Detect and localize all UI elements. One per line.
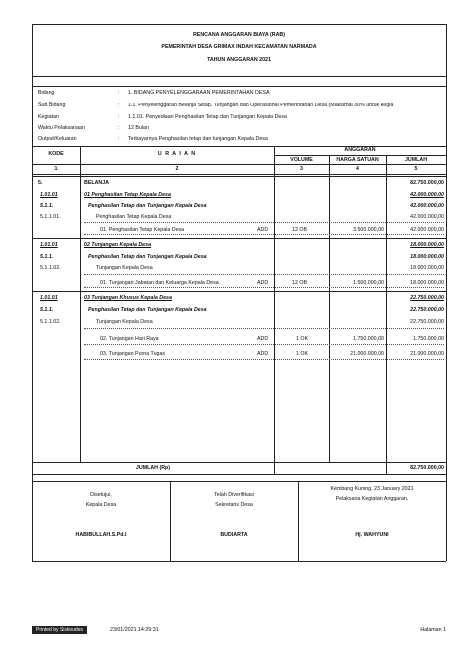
verifier-name: BUDIARTA (220, 532, 248, 538)
signature-top-line (32, 481, 446, 482)
col-header-jumlah: JUMLAH (404, 157, 428, 163)
jumlah-value: 18.000.000,00 (410, 254, 444, 260)
info-value-output: Terbayarnya Penghasilan tetap dan tunjangan Kepala Desa (128, 136, 268, 142)
approved-label: Disetujui, (90, 492, 112, 498)
source-tag: ADD (257, 280, 269, 286)
anggaran-line (274, 155, 446, 156)
dotted-rule (84, 287, 444, 288)
info-value-kegiatan: 1.1.01. Penyediaan Penghasilan Tetap dan Tunjangan Kepala Desa (128, 114, 287, 120)
jumlah-value: 21.000.000,00 (410, 351, 444, 357)
info-sep: : (118, 125, 120, 131)
group2-separator (32, 291, 446, 292)
header-bottom-line (32, 76, 446, 77)
info-label-bidang: Bidang (38, 90, 55, 96)
info-label-subbidang: Sub Bidang (38, 102, 66, 108)
total-label: JUMLAH (Rp) (135, 465, 171, 471)
belanja-jumlah: 82.750.000,00 (410, 180, 444, 186)
volume-value: 1 OK (296, 336, 309, 342)
info-sep: : (118, 136, 120, 142)
harga-value: 1.750.000,00 (353, 336, 384, 342)
col-header-anggaran: ANGGARAN (344, 147, 376, 153)
jumlah-value: 18.000.000,00 (410, 242, 444, 248)
group-title: 01 Penghasilan Tetap Kepala Desa (84, 192, 171, 198)
belanja-kode: 5. (38, 180, 43, 186)
volume-value: 1 OK (296, 351, 309, 357)
jumlah-value: 22.750.000,00 (410, 307, 444, 313)
col-uraian-divider (274, 146, 275, 474)
group-title: 03 Tunjangan Khusus Kepala Desa (84, 295, 172, 301)
group-title: 02 Tunjangan Kepala Desa (84, 242, 152, 248)
table-total-top (32, 462, 446, 463)
group-item: Penghasilan Tetap Kepala Desa (96, 214, 172, 220)
kode: 1.01.01 (40, 242, 58, 248)
verifier-role: Sekretaris Desa (215, 502, 253, 508)
info-label-kegiatan: Kegiatan (38, 114, 59, 120)
group-detail: 01. Penghasilan Tetap Kepala Desa (100, 227, 185, 233)
signature-divider-2 (298, 481, 299, 561)
frame-left (32, 24, 33, 504)
verified-label: Telah Diverifikasi (214, 492, 254, 498)
dotted-rule (84, 274, 444, 275)
kode: 1.01.01 (40, 295, 58, 301)
approver-name: HABIBULLAH.S.Pd.I (75, 532, 127, 538)
belanja-label: BELANJA (84, 180, 110, 186)
volume-value: 12 OB (292, 227, 308, 233)
source-tag: ADD (257, 351, 269, 357)
info-sep: : (118, 90, 120, 96)
approver-role: Kepala Desa (85, 502, 117, 508)
col-header-volume: VOLUME (290, 157, 313, 163)
executor-name: Hj. WAHYUNI (355, 532, 389, 538)
info-value-bidang: 1. BIDANG PENYELENGGARAAN PEMERINTAHAN DESA (128, 90, 270, 96)
jumlah-value: 42.000.000,00 (410, 203, 444, 209)
col-header-harga: HARGA SATUAN (336, 157, 379, 163)
info-sep: : (118, 102, 120, 108)
col-number-1: 1 (54, 166, 58, 172)
jumlah-value: 1.750.000,00 (413, 336, 444, 342)
info-label-waktu: Waktu Pelaksanaan (38, 125, 85, 131)
harga-value: 3.500.000,00 (353, 227, 384, 233)
executor-role: Pelaksana Kegiatan Anggaran, (335, 496, 409, 502)
group-sub: Penghasilan Tetap dan Tunjangan Kepala Desa (88, 254, 207, 260)
group-item: Tunjangan Kepala Desa (96, 319, 153, 325)
jumlah-value: 18.000.000,00 (410, 280, 444, 286)
col-kode-divider (80, 146, 81, 462)
kode: 5.1.1. (40, 307, 54, 313)
total-value: 82.750.000,00 (410, 465, 444, 471)
info-sep: : (118, 114, 120, 120)
source-tag: ADD (257, 336, 269, 342)
kode: 5.1.1.02. (40, 319, 61, 325)
group-detail: 01. Tunjangan Jabatan dan Keluarga Kepala Desa (100, 280, 219, 286)
source-tag: ADD (257, 227, 269, 233)
info-label-output: Output/Keluaran (38, 136, 77, 142)
kode: 5.1.1.02. (40, 265, 61, 271)
group-sub: Penghasilan Tetap dan Tunjangan Kepala Desa (88, 307, 207, 313)
print-timestamp: 23/01/2021 14:29:31 (110, 627, 159, 633)
group-detail: 02. Tunjangan Hari Raya (100, 336, 159, 342)
info-top-line (32, 86, 446, 87)
col-header-uraian: U R A I A N (157, 151, 197, 157)
dotted-rule (84, 222, 444, 223)
numbers-bottom-line (32, 176, 446, 177)
col-number-4: 4 (356, 166, 359, 172)
place-date: Kembang Kuning, 23 January 2021 (330, 486, 414, 492)
kode: 5.1.1.01. (40, 214, 61, 220)
jumlah-value: 22.750.000,00 (410, 295, 444, 301)
harga-value: 21.000.000,00 (350, 351, 384, 357)
table-total-bottom (32, 474, 446, 475)
frame-top (32, 24, 446, 25)
dotted-rule (84, 359, 444, 360)
signature-bottom-line (32, 561, 446, 562)
kode: 5.1.1. (40, 203, 54, 209)
info-value-waktu: 12 Bulan (128, 125, 149, 131)
fiscal-year: TAHUN ANGGARAN 2021 (207, 57, 271, 63)
group1-separator (32, 238, 446, 239)
col-volume-divider (329, 155, 330, 462)
col-number-3: 3 (300, 166, 303, 172)
dotted-rule (84, 344, 444, 345)
col-header-kode: KODE (48, 151, 64, 157)
document-title: RENCANA ANGGARAN BIAYA (RAB) (192, 32, 285, 38)
dotted-rule (84, 328, 444, 329)
table-top-line (32, 146, 446, 147)
numbers-line (32, 174, 446, 175)
kode: 5.1.1. (40, 254, 54, 260)
jumlah-value: 42.000.000,00 (410, 192, 444, 198)
signature-right-frame (446, 481, 447, 561)
col-number-5: 5 (414, 166, 418, 172)
group-sub: Penghasilan Tetap dan Tunjangan Kepala Desa (88, 203, 207, 209)
document-subtitle: PEMERINTAH DESA GRIMAX INDAH KECAMATAN NARMADA (161, 44, 317, 50)
volume-value: 12 OB (292, 280, 308, 286)
kode: 1.01.01 (40, 192, 58, 198)
page-number: Halaman 1 (420, 627, 446, 633)
col-number-2: 2 (175, 166, 179, 172)
group-item: Tunjangan Kepala Desa (96, 265, 153, 271)
harga-value: 1.500.000,00 (353, 280, 384, 286)
col-harga-divider (386, 155, 387, 474)
jumlah-value: 42.000.000,00 (410, 214, 444, 220)
jumlah-value: 42.000.000,00 (410, 227, 444, 233)
printed-by-badge: Printed by Siskeudes (32, 626, 87, 634)
frame-right (446, 24, 447, 504)
jumlah-value: 22.750.000,00 (410, 319, 444, 325)
dotted-rule (84, 234, 444, 235)
info-value-subbidang: 1.1. Penyelenggaran Belanja Siltap, Tunjangan dan Operasional Pemerintahan Desa (Maksimal 30% untuk kegia (128, 103, 394, 108)
header-split-line (32, 164, 446, 165)
group-detail: 03. Tunjangan Purna Tugas (100, 351, 166, 357)
jumlah-value: 18.000.000,00 (410, 265, 444, 271)
